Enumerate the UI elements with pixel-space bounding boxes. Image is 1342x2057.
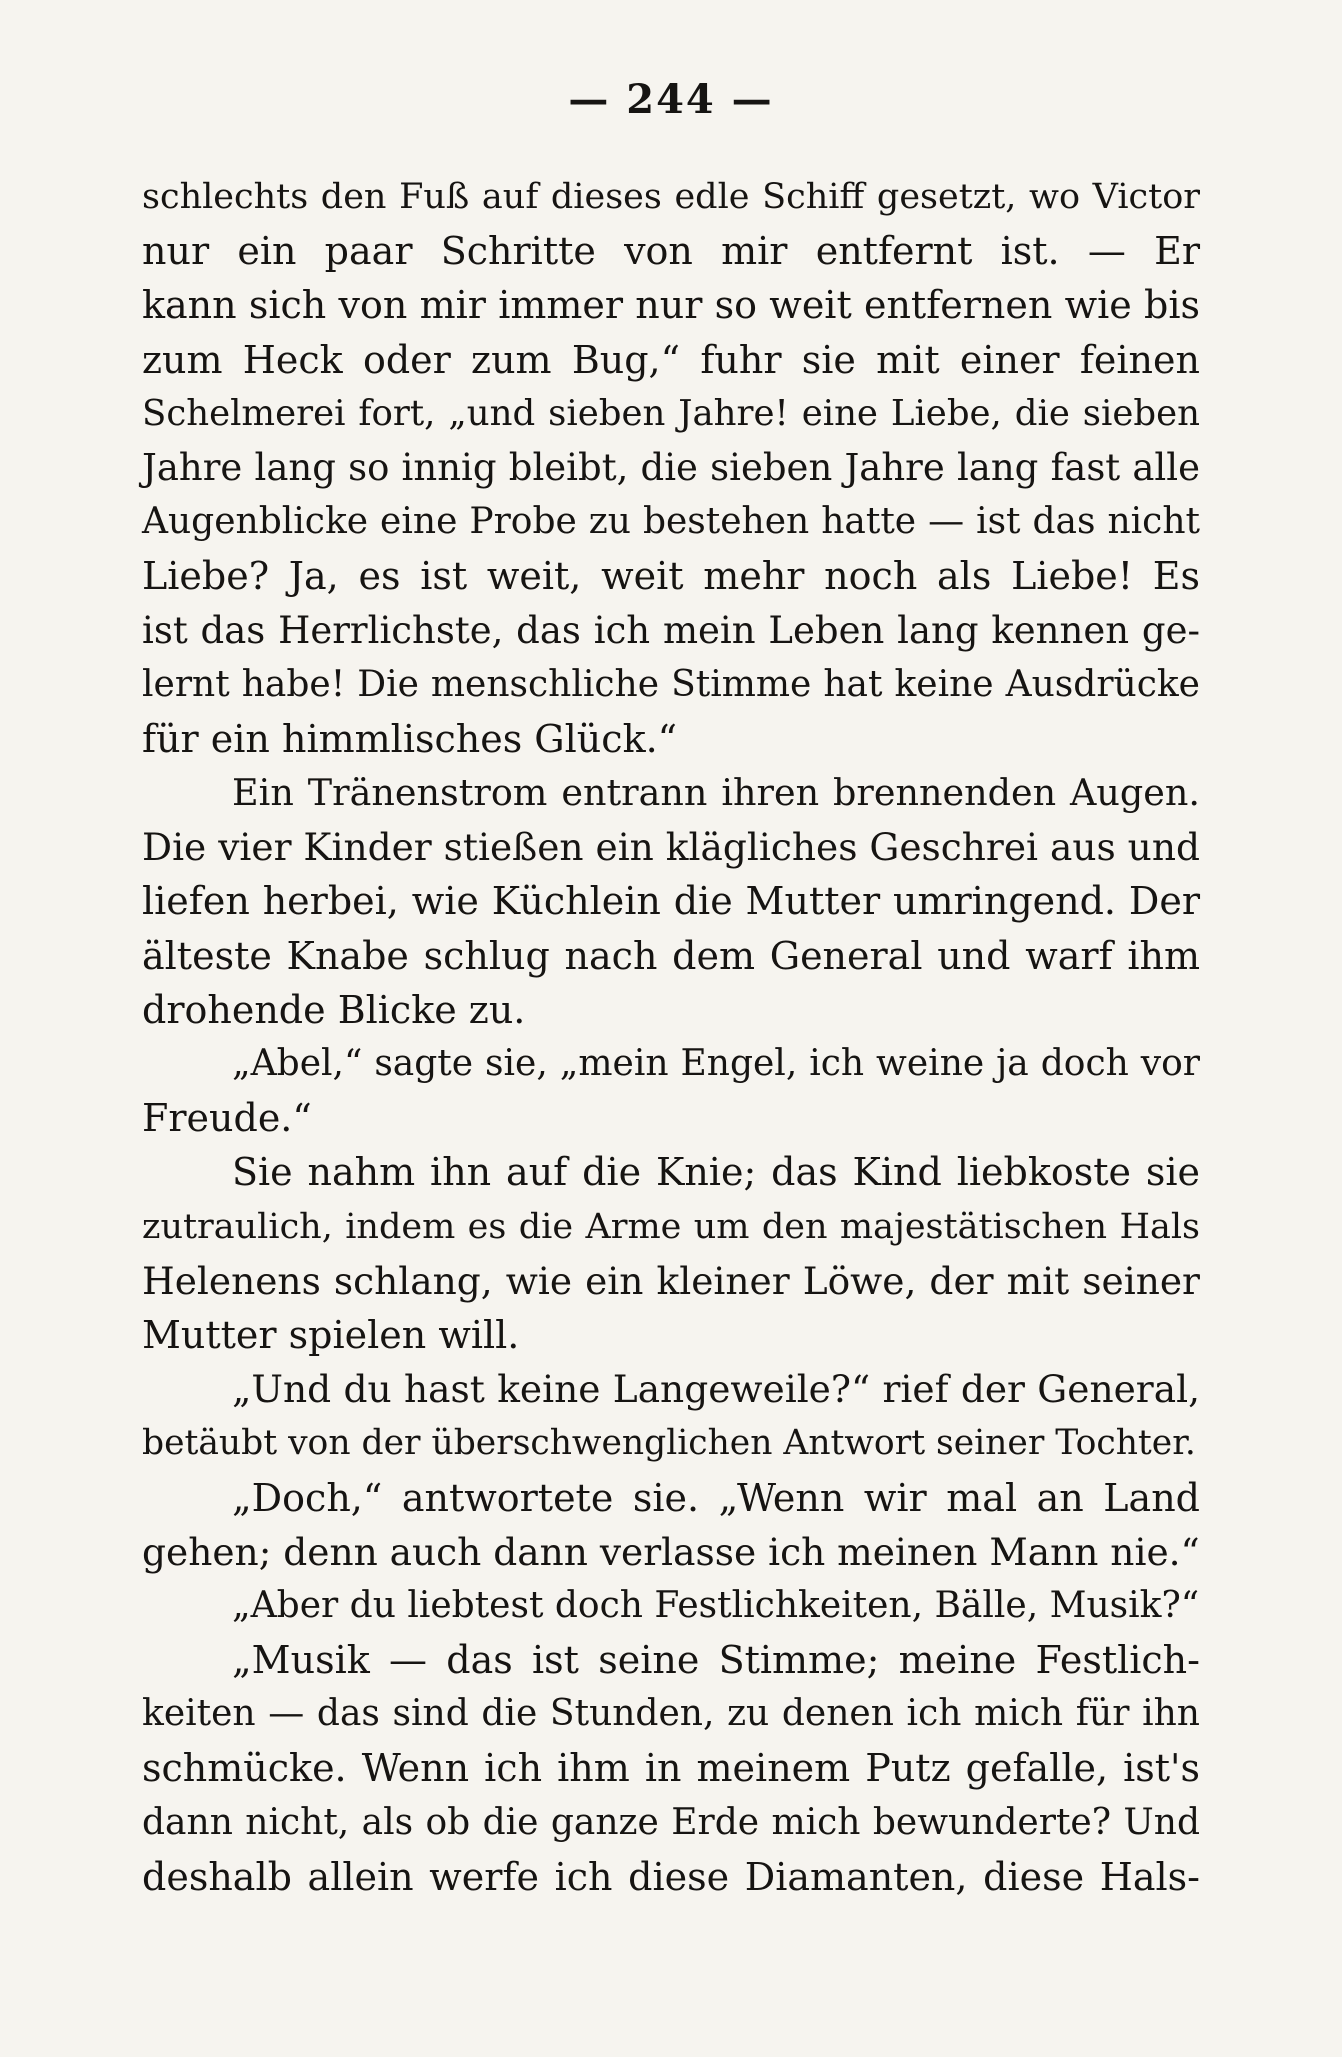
- text-line: schmücke. Wenn ich ihm in meinem Putz gefalle, ist's: [142, 1746, 1200, 1791]
- text-line: Freude.“: [142, 1096, 312, 1141]
- text-line: gehen; denn auch dann verlasse ich meinen Mann nie.“: [142, 1529, 1200, 1574]
- text-line: betäubt von der überschwenglichen Antwort seiner Tochter.: [142, 1423, 1196, 1464]
- text-line: für ein himmlisches Glück.“: [142, 716, 678, 761]
- body-text: [142, 170, 1200, 1904]
- text-line: älteste Knabe schlug nach dem General und warf ihm: [142, 933, 1200, 978]
- text-line: Jahre lang so innig bleibt, die sieben Jahre lang fast alle: [142, 445, 1200, 489]
- text-line: Mutter spielen will.: [142, 1312, 520, 1357]
- text-line: „Abel,“ sagte sie, „mein Engel, ich weine ja doch vor: [232, 1043, 1200, 1084]
- text-line: liefen herbei, wie Küchlein die Mutter umringend. Der: [142, 879, 1200, 924]
- text-line: keiten — das sind die Stunden, zu denen ich mich für ihn: [142, 1693, 1200, 1735]
- text-line: drohende Blicke zu.: [142, 987, 526, 1032]
- text-line: „Musik — das ist seine Stimme; meine Festlich-: [232, 1638, 1200, 1683]
- text-line: ist das Herrlichste, das ich mein Leben lang kennen ge-: [142, 608, 1200, 652]
- text-line: schlechts den Fuß auf dieses edle Schiff gesetzt, wo Victor: [142, 177, 1200, 217]
- text-line: kann sich von mir immer nur so weit entfernen wie bis: [142, 283, 1200, 328]
- text-line: Die vier Kinder stießen ein klägliches Geschrei aus und: [142, 825, 1200, 870]
- text-line: deshalb allein werfe ich diese Diamanten, diese Hals-: [142, 1854, 1200, 1899]
- text-line: dann nicht, als ob die ganze Erde mich bewunderte? Und: [142, 1801, 1200, 1843]
- text-line: Augenblicke eine Probe zu bestehen hatte — ist das nicht: [142, 501, 1200, 543]
- text-line: Schelmerei fort, „und sieben Jahre! eine Liebe, die sieben: [142, 392, 1200, 434]
- text-line: nur ein paar Schritte von mir entfernt ist. — Er: [142, 229, 1200, 274]
- text-line: Liebe? Ja, es ist weit, weit mehr noch als Liebe! Es: [142, 554, 1200, 599]
- text-line: Ein Tränenstrom entrann ihren brennenden Augen.: [232, 771, 1200, 815]
- text-line: zum Heck oder zum Bug,“ fuhr sie mit einer feinen: [142, 337, 1200, 382]
- text-line: „Aber du liebtest doch Festlichkeiten, Bälle, Musik?“: [232, 1584, 1200, 1626]
- text-line: Sie nahm ihn auf die Knie; das Kind liebkoste sie: [232, 1150, 1200, 1195]
- text-line: „Doch,“ antwortete sie. „Wenn wir mal an Land: [232, 1475, 1200, 1520]
- text-line: zutraulich, indem es die Arme um den majestätischen Hals: [142, 1206, 1200, 1247]
- text-line: Helenens schlang, wie ein kleiner Löwe, der mit seiner: [142, 1258, 1200, 1303]
- text-line: lernt habe! Die menschliche Stimme hat keine Ausdrücke: [142, 663, 1200, 705]
- page-number: — 244 —: [568, 76, 774, 123]
- text-line: „Und du hast keine Langeweile?“ rief der General,: [232, 1367, 1200, 1412]
